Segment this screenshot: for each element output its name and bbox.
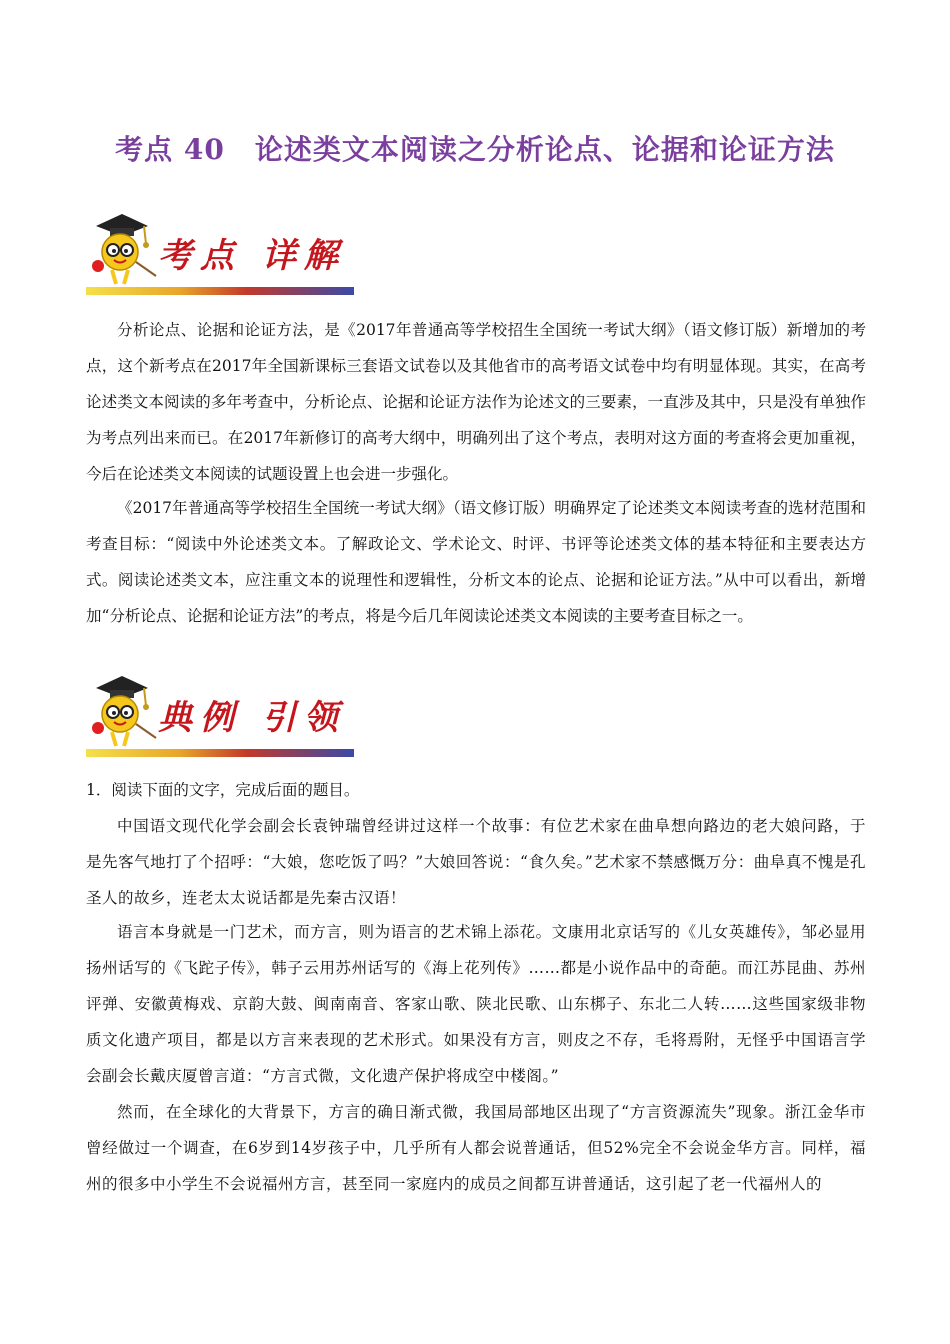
passage-paragraph-1: 中国语文现代化学会副会长袁钟瑞曾经讲过这样一个故事：有位艺术家在曲阜想向路边的老大娘问路，于是先客气地打了个招呼：“大娘，您吃饭了吗？”大娘回答说：“食久矣。”艺术家不禁感慨万分：曲阜真不愧是孔圣人的故乡，连老太太说话都是先秦古汉语！ [86, 817, 866, 907]
page-title [0, 128, 950, 168]
passage-paragraph-3: 然而，在全球化的大背景下，方言的确日渐式微，我国局部地区出现了“方言资源流失”现象。浙江金华市曾经做过一个调查，在6岁到14岁孩子中，几乎所有人都会说普通话，但52%完全不会说金华方言。同样，福州的很多中小学生不会说福州方言，甚至同一家庭内的成员之间都互讲普通话，这引起了老一代福州人的 [86, 1103, 866, 1193]
section-banner-details [86, 210, 356, 295]
section-label-examples: 典例 引领 [158, 698, 346, 738]
banner-underline [86, 749, 354, 757]
section-banner-examples [86, 672, 356, 757]
topic-title: 论述类文本阅读之分析论点、论据和论证方法 [254, 133, 835, 166]
scholar-mascot-icon [86, 210, 158, 290]
intro-paragraph-1: 分析论点、论据和论证方法，是《2017年普通高等学校招生全国统一考试大纲》（语文修订版）新增加的考点，这个新考点在2017年全国新课标三套语文试卷以及其他省市的高考语文试卷中均有明显体现。其实，在高考论述类文本阅读的多年考查中，分析论点、论据和论证方法作为论述文的三要素，一直涉及其中，只是没有单独作为考点列出来而已。在2017年新修订的高考大纲中，明确列出了这个考点，表明对这方面的考查将会更加重视，今后在论述类文本阅读的试题设置上也会进一步强化。 [86, 321, 866, 483]
intro-paragraph-2: 《2017年普通高等学校招生全国统一考试大纲》（语文修订版）明确界定了论述类文本阅读考查的选材范围和考查目标：“阅读中外论述类文本。了解政论文、学术论文、时评、书评等论述类文体的基本特征和主要表达方式。阅读论述类文本，应注重文本的说理性和逻辑性，分析文本的论点、论据和论证方法。”从中可以看出，新增加“分析论点、论据和论证方法”的考点，将是今后几年阅读论述类文本阅读的主要考查目标之一。 [86, 499, 866, 625]
scholar-mascot-icon [86, 672, 158, 752]
section-label-details: 考点 详解 [158, 236, 346, 276]
banner-underline [86, 287, 354, 295]
question-instruction: 1．阅读下面的文字，完成后面的题目。 [86, 781, 360, 799]
topic-number: 考点 40 [115, 133, 225, 166]
passage-paragraph-2: 语言本身就是一门艺术，而方言，则为语言的艺术锦上添花。文康用北京话写的《儿女英雄传》，邹必显用扬州话写的《飞跎子传》，韩子云用苏州话写的《海上花列传》……都是小说作品中的奇葩。而江苏昆曲、苏州评弹、安徽黄梅戏、京韵大鼓、闽南南音、客家山歌、陕北民歌、山东梆子、东北二人转……这些国家级非物质文化遗产项目，都是以方言来表现的艺术形式。如果没有方言，则皮之不存，毛将焉附，无怪乎中国语言学会副会长戴庆厦曾言道：“方言式微，文化遗产保护将成空中楼阁。” [86, 923, 866, 1085]
